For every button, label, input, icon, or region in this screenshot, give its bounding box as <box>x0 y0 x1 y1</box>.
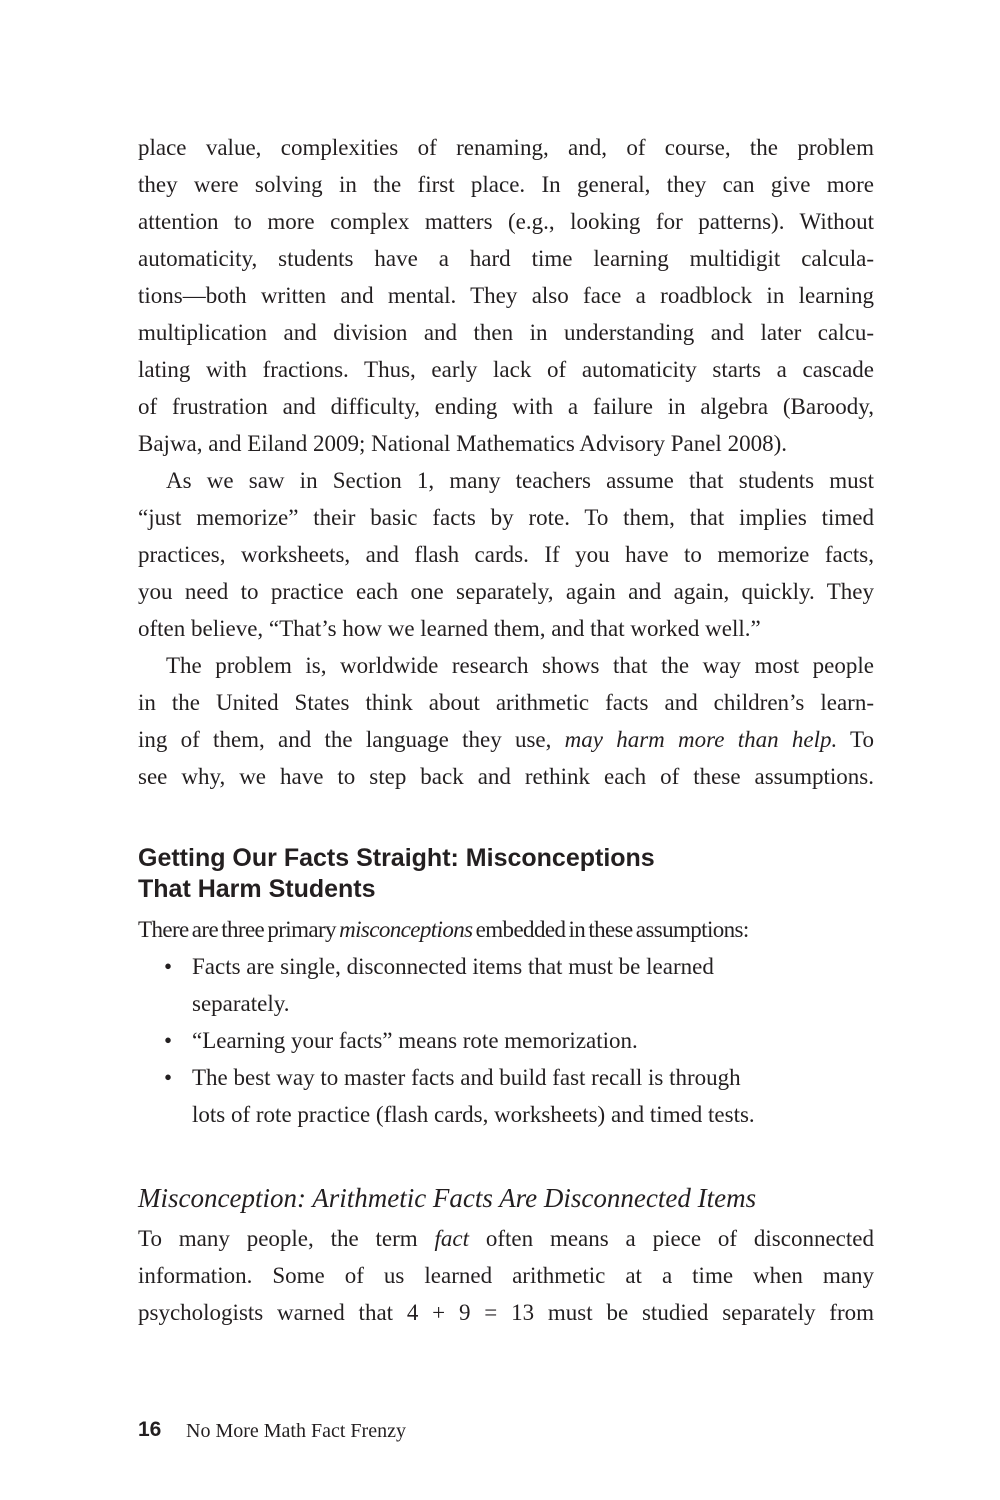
heading-line: That Harm Students <box>138 875 376 903</box>
emphasis-text: misconceptions <box>339 917 473 942</box>
list-item-line: “Learning your facts” means rote memorization. <box>192 1028 638 1053</box>
emphasis-text: fact <box>434 1226 470 1251</box>
text-line: you need to practice each one separately, again and again, quickly. They <box>138 579 874 604</box>
text-line: lating with fractions. Thus, early lack of automaticity starts a cascade <box>138 357 874 382</box>
text-line: practices, worksheets, and flash cards. If you have to memorize facts, <box>138 542 874 567</box>
text-span: ing of them, and the language they use, <box>138 727 565 752</box>
heading-line: Getting Our Facts Straight: Misconceptions <box>138 844 655 872</box>
text-line: psychologists warned that 4 + 9 = 13 must be studied separately from <box>138 1300 874 1325</box>
text-line: attention to more complex matters (e.g., looking for patterns). Without <box>138 209 874 234</box>
text-span: There are three primary <box>138 917 340 942</box>
list-item-line: Facts are single, disconnected items that must be learned <box>192 954 714 979</box>
text-line: of frustration and difficulty, ending with a failure in algebra (Baroody, <box>138 394 874 419</box>
text-line: often believe, “That’s how we learned them, and that worked well.” <box>138 616 761 641</box>
text-line: multiplication and division and then in understanding and later calcu- <box>138 320 874 345</box>
list-item-line: separately. <box>192 991 290 1016</box>
text-line: see why, we have to step back and rethink each of these assumptions. <box>138 764 874 789</box>
bullet-icon: • <box>164 1028 173 1053</box>
text-line: place value, complexities of renaming, and, of course, the problem <box>138 135 874 160</box>
text-line: As we saw in Section 1, many teachers assume that students must <box>166 468 874 493</box>
intro-line <box>138 915 874 945</box>
bullet-icon: • <box>164 1065 173 1090</box>
list-item-line: lots of rote practice (flash cards, worksheets) and timed tests. <box>192 1102 755 1127</box>
text-line: automaticity, students have a hard time learning multidigit calcula- <box>138 246 874 271</box>
text-span: To <box>837 727 875 752</box>
text-line: Bajwa, and Eiland 2009; National Mathematics Advisory Panel 2008). <box>138 431 787 456</box>
text-span: embedded in these assumptions: <box>472 917 749 942</box>
text-line: tions—both written and mental. They also face a roadblock in learning <box>138 283 874 308</box>
text-line <box>138 1224 874 1254</box>
text-line <box>138 725 874 755</box>
subheading: Misconception: Arithmetic Facts Are Disconnected Items <box>138 1183 757 1213</box>
text-line: “just memorize” their basic facts by rote. To them, that implies timed <box>138 505 874 530</box>
text-span: often means a piece of disconnected <box>469 1226 874 1251</box>
bullet-icon: • <box>164 954 173 979</box>
running-footer-title: No More Math Fact Frenzy <box>186 1420 406 1442</box>
text-line: they were solving in the first place. In general, they can give more <box>138 172 874 197</box>
list-item-line: The best way to master facts and build fast recall is through <box>192 1065 741 1090</box>
page-number: 16 <box>138 1418 162 1441</box>
text-span: To many people, the term <box>138 1226 435 1251</box>
emphasis-text: may harm more than help. <box>564 727 838 752</box>
text-line: in the United States think about arithmetic facts and children’s learn- <box>138 690 874 715</box>
text-line: The problem is, worldwide research shows that the way most people <box>166 653 874 678</box>
text-line: information. Some of us learned arithmetic at a time when many <box>138 1263 874 1288</box>
